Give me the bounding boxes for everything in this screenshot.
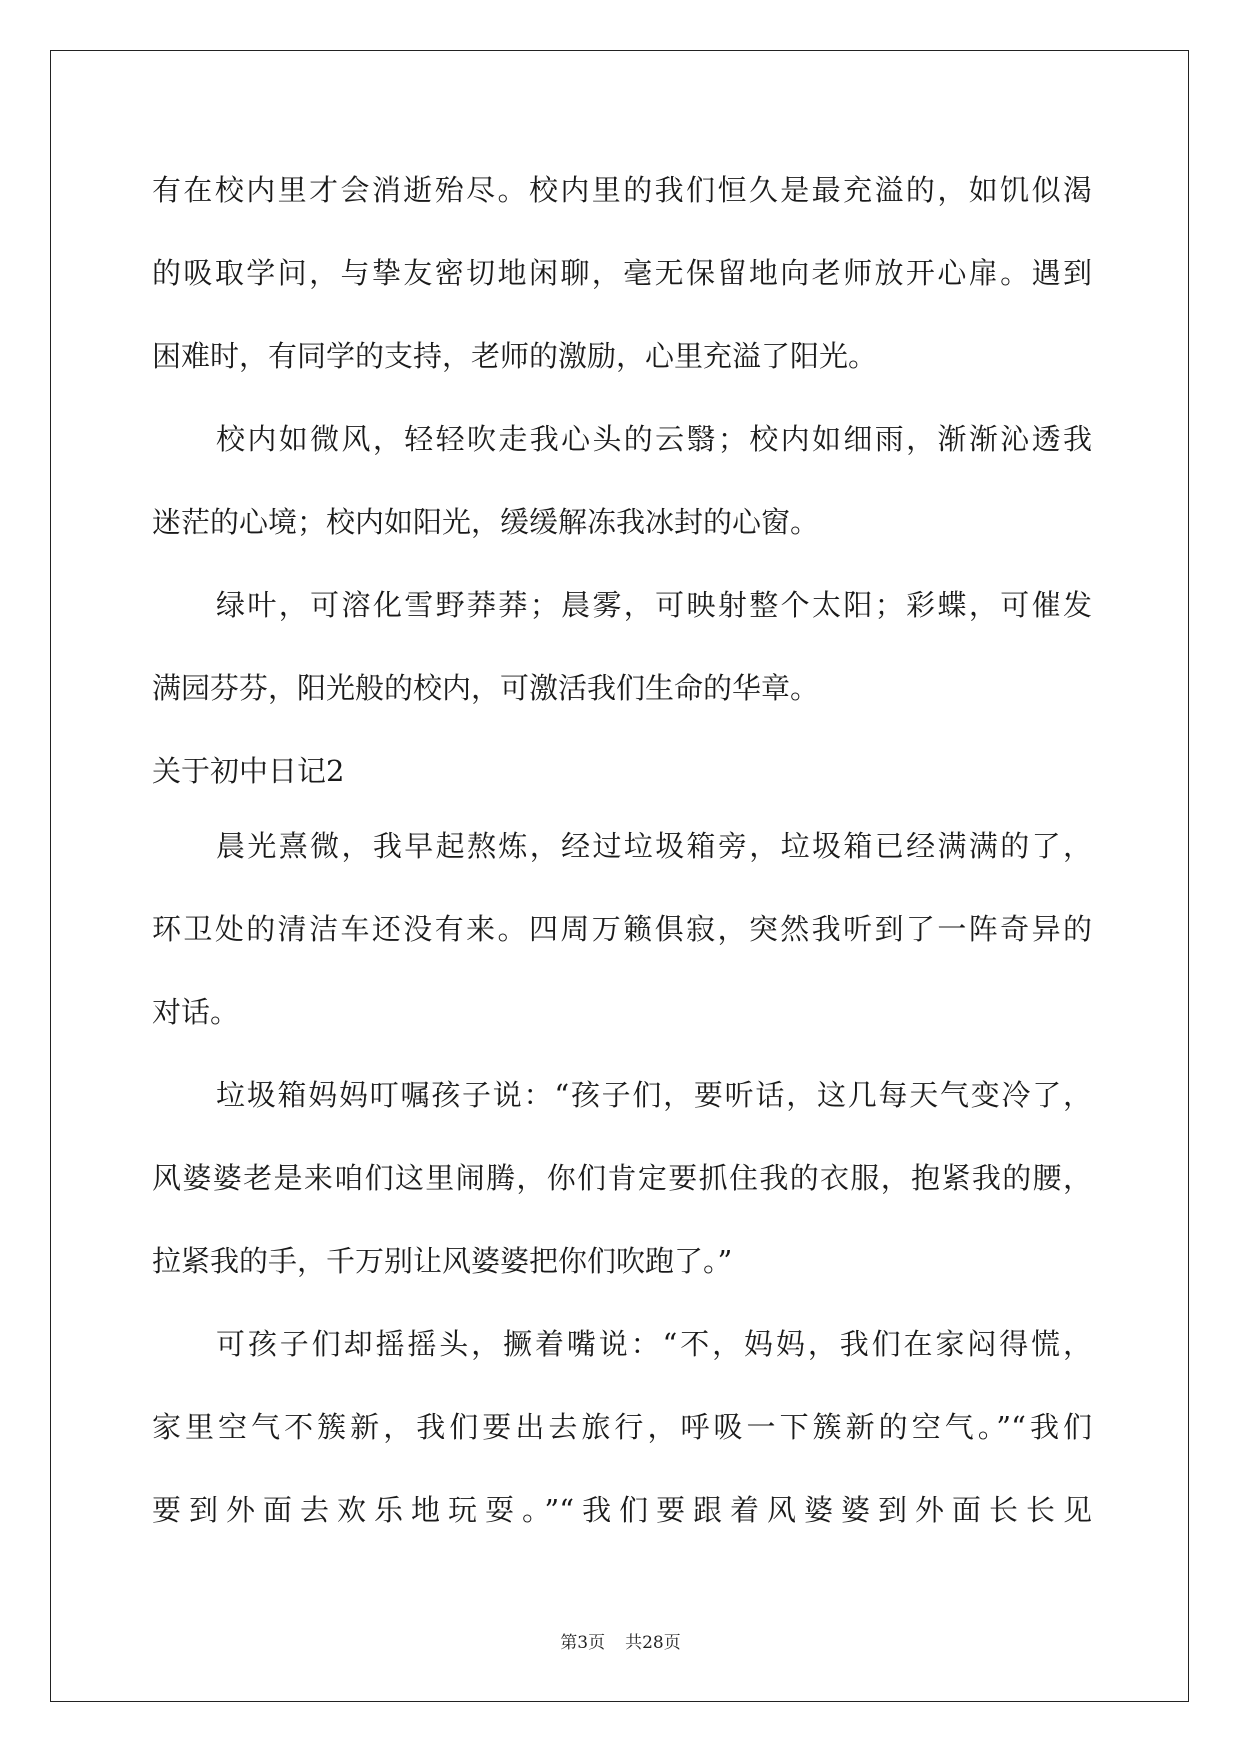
text-line-1: 有在校内里才会消逝殆尽。校内里的我们恒久是最充溢的，如饥似渴	[152, 173, 1092, 207]
text-line-13: 风婆婆老是来咱们这里闹腾，你们肯定要抓住我的衣服，抱紧我的腰，	[152, 1161, 1092, 1195]
section-heading: 关于初中日记2	[152, 754, 345, 788]
text-line-9: 晨光熹微，我早起熬炼，经过垃圾箱旁，垃圾箱已经满满的了，	[216, 829, 1092, 863]
text-line-6: 绿叶，可溶化雪野莽莽；晨雾，可映射整个太阳；彩蝶，可催发	[216, 588, 1092, 622]
text-line-14: 拉紧我的手，千万别让风婆婆把你们吹跑了。”	[152, 1244, 733, 1278]
text-line-2: 的吸取学问，与挚友密切地闲聊，毫无保留地向老师放开心扉。遇到	[152, 256, 1092, 290]
text-line-16: 家里空气不簇新，我们要出去旅行，呼吸一下簇新的空气。”“我们	[152, 1410, 1092, 1444]
document-body	[152, 158, 1092, 1561]
text-line-7: 满园芬芬，阳光般的校内，可激活我们生命的华章。	[152, 671, 820, 705]
page-footer	[0, 1628, 1241, 1653]
page-number: 第3页	[560, 1633, 606, 1653]
text-line-11: 对话。	[152, 995, 240, 1029]
text-line-5: 迷茫的心境；校内如阳光，缓缓解冻我冰封的心窗。	[152, 505, 820, 539]
page-total: 共28页	[625, 1633, 681, 1653]
text-line-10: 环卫处的清洁车还没有来。四周万籁俱寂，突然我听到了一阵奇异的	[152, 912, 1092, 946]
text-line-15: 可孩子们却摇摇头，撅着嘴说：“不，妈妈，我们在家闷得慌，	[216, 1327, 1092, 1361]
text-line-12: 垃圾箱妈妈叮嘱孩子说：“孩子们，要听话，这几每天气变冷了，	[216, 1078, 1092, 1112]
text-line-4: 校内如微风，轻轻吹走我心头的云翳；校内如细雨，渐渐沁透我	[216, 422, 1092, 456]
text-line-17: 要到外面去欢乐地玩耍。”“我们要跟着风婆婆到外面长长见	[152, 1493, 1092, 1527]
text-line-3: 困难时，有同学的支持，老师的激励，心里充溢了阳光。	[152, 339, 878, 373]
